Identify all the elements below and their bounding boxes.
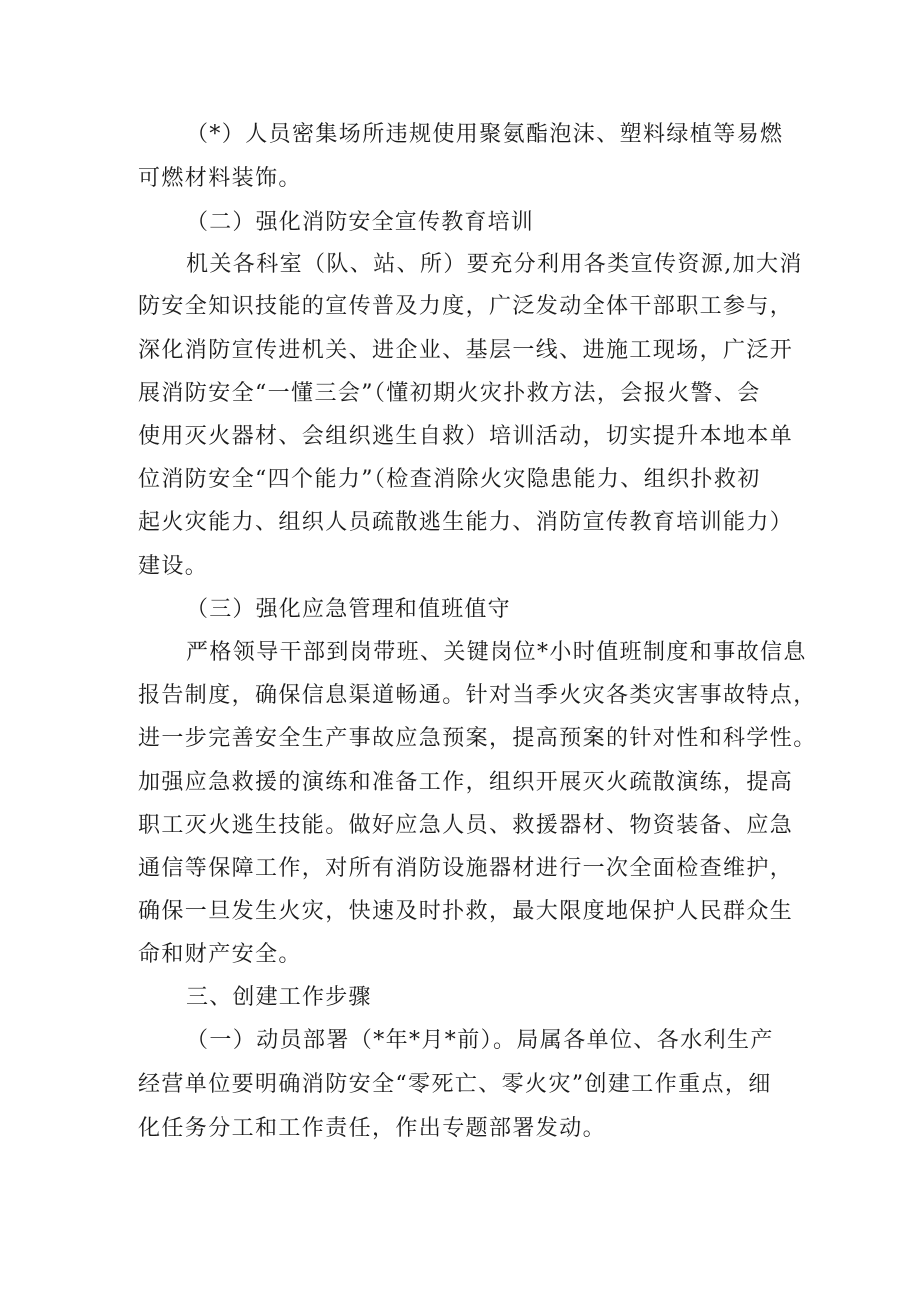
paragraph-line: 职工灭火逃生技能。做好应急人员、救援器材、物资装备、应急 bbox=[138, 813, 794, 838]
paragraph-line: （*）人员密集场所违规使用聚氨酯泡沫、塑料绿植等易燃 bbox=[186, 122, 784, 147]
paragraph-line: 可燃材料装饰。 bbox=[138, 166, 302, 191]
section-heading: 三、创建工作步骤 bbox=[186, 985, 372, 1010]
section-heading: （二）强化消防安全宣传教育培训 bbox=[186, 210, 535, 235]
paragraph-line: 通信等保障工作，对所有消防设施器材进行一次全面检查维护， bbox=[138, 856, 794, 881]
paragraph-line: 经营单位要明确消防安全“零死亡、零火灾”创建工作重点，细 bbox=[138, 1072, 772, 1097]
section-heading: （三）强化应急管理和值班值守 bbox=[186, 597, 511, 622]
paragraph-line: （一）动员部署（*年*月*前）。局属各单位、各水利生产 bbox=[186, 1028, 774, 1053]
paragraph-line: 展消防安全“一懂三会”（懂初期火灾扑救方法，会报火警、会 bbox=[138, 381, 761, 406]
paragraph-line: 深化消防宣传进机关、进企业、基层一线、进施工现场，广泛开 bbox=[138, 338, 794, 363]
paragraph-line: 建设。 bbox=[138, 554, 209, 579]
paragraph-line: 使用灭火器材、会组织逃生自救）培训活动，切实提升本地本单 bbox=[138, 424, 794, 449]
paragraph-line: 化任务分工和工作责任，作出专题部署发动。 bbox=[138, 1116, 607, 1141]
paragraph-line: 进一步完善安全生产事故应急预案，提高预案的针对性和科学性。 bbox=[138, 726, 817, 751]
paragraph-line: 防安全知识技能的宣传普及力度，广泛发动全体干部职工参与， bbox=[138, 294, 794, 319]
paragraph-line: 命和财产安全。 bbox=[138, 942, 302, 967]
paragraph-line: 机关各科室（队、站、所）要充分利用各类宣传资源,加大消 bbox=[186, 252, 803, 277]
paragraph-line: 起火灾能力、组织人员疏散逃生能力、消防宣传教育培训能力） bbox=[138, 510, 794, 535]
paragraph-line: 严格领导干部到岗带班、关键岗位*小时值班制度和事故信息 bbox=[186, 640, 807, 665]
paragraph-line: 报告制度，确保信息渠道畅通。针对当季火灾各类灾害事故特点， bbox=[138, 683, 817, 708]
paragraph-line: 加强应急救援的演练和准备工作，组织开展灭火疏散演练，提高 bbox=[138, 770, 794, 795]
paragraph-line: 确保一旦发生火灾，快速及时扑救，最大限度地保护人民群众生 bbox=[138, 899, 794, 924]
paragraph-line: 位消防安全“四个能力”（检查消除火灾隐患能力、组织扑救初 bbox=[138, 467, 761, 492]
